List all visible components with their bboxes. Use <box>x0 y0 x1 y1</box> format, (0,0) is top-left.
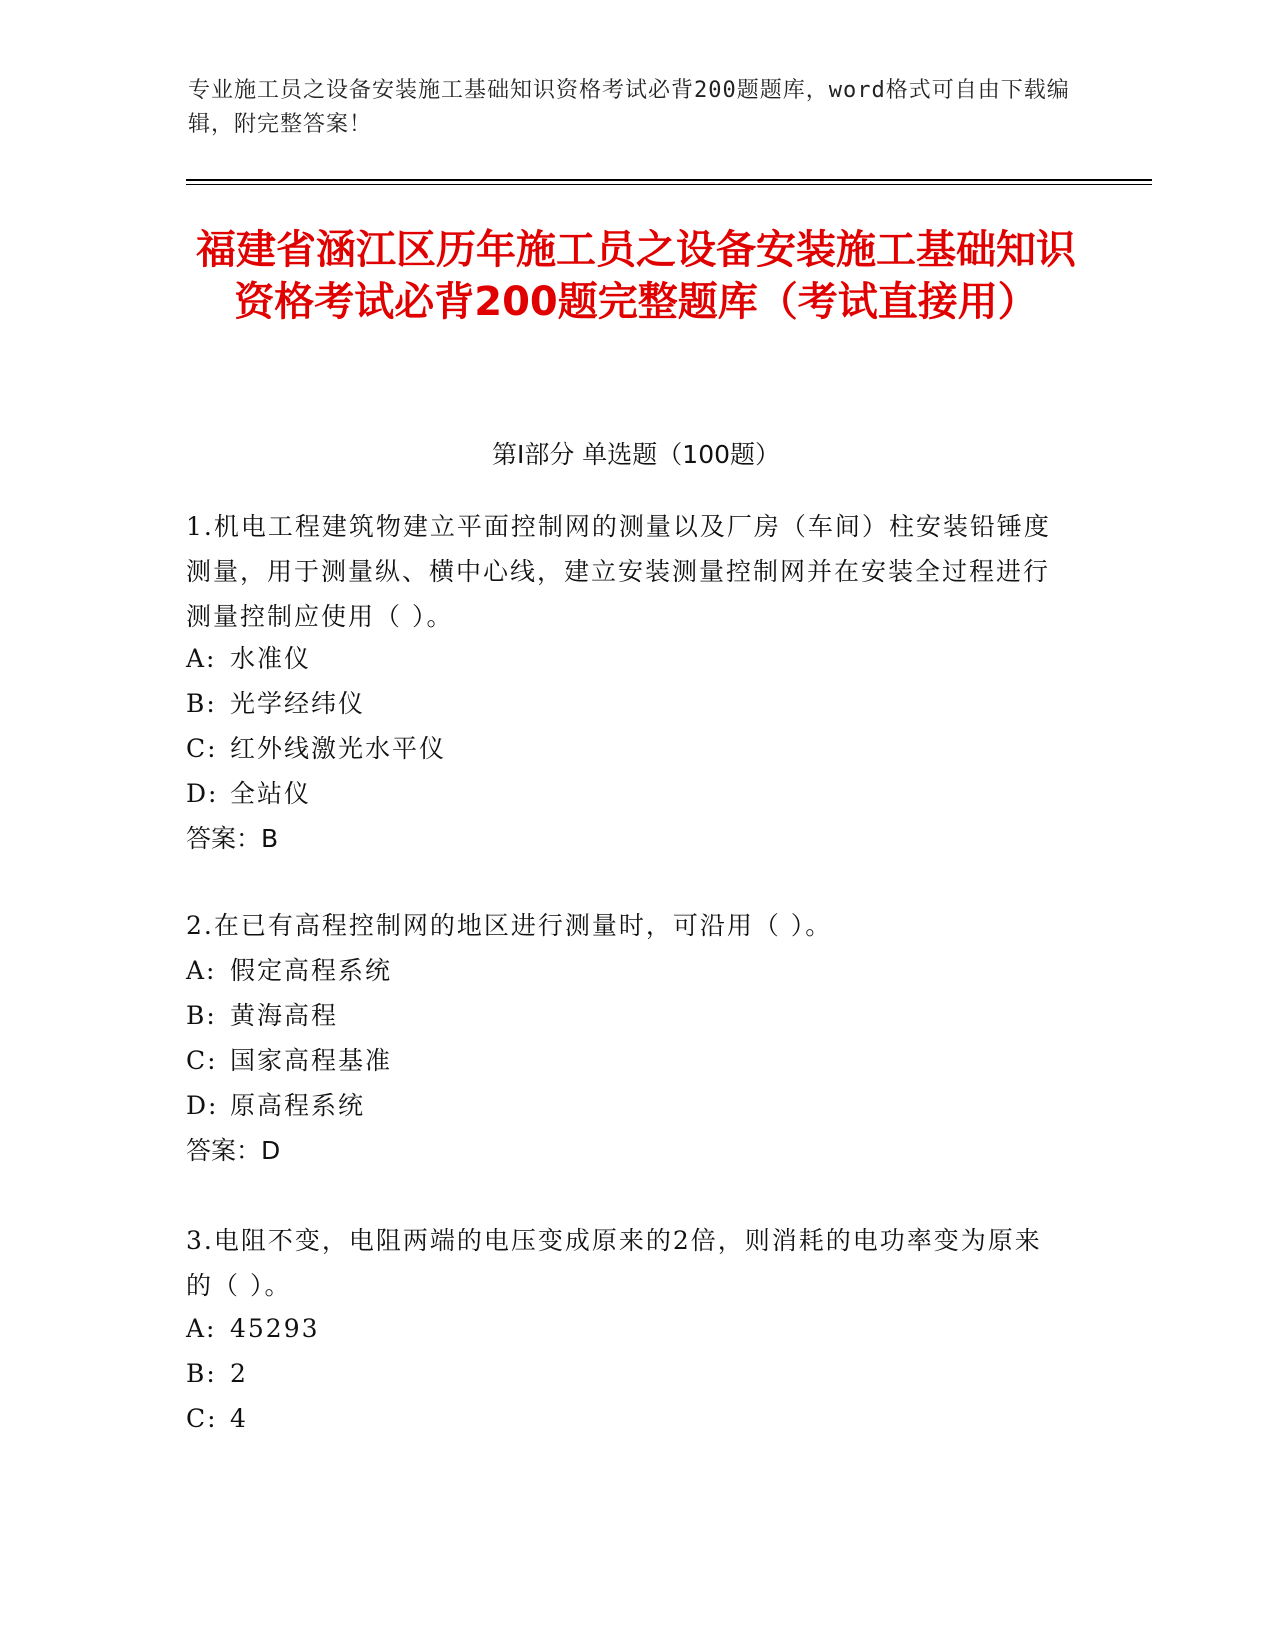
option-text: 45293 <box>230 1314 320 1343</box>
option-key: D: <box>186 1091 219 1120</box>
option-key: C: <box>186 1046 218 1075</box>
option-text: 黄海高程 <box>230 1001 339 1030</box>
option-key: C: <box>186 734 218 763</box>
option-key: D: <box>186 779 219 808</box>
question-2-answer: 答案：D <box>186 1136 281 1165</box>
question-2-option-a <box>186 948 1056 993</box>
question-2-option-c <box>186 1038 1056 1083</box>
header-divider-thin <box>186 184 1152 185</box>
question-1-option-c <box>186 726 1056 771</box>
option-text: 水准仪 <box>230 644 312 673</box>
question-3-stem: 3.电阻不变，电阻两端的电压变成原来的2倍，则消耗的电功率变为原来的（ ）。 <box>186 1226 1042 1300</box>
option-key: A: <box>186 1314 217 1343</box>
option-text: 4 <box>230 1404 248 1433</box>
option-text: 全站仪 <box>230 779 312 808</box>
option-text: 红外线激光水平仪 <box>230 734 447 763</box>
option-key: B: <box>186 1359 217 1388</box>
option-key: C: <box>186 1404 218 1433</box>
question-2-option-d <box>186 1083 1056 1128</box>
question-1-option-d <box>186 771 1056 816</box>
section-heading: 第I部分 单选题（100题） <box>491 440 781 469</box>
header-divider-thick <box>186 179 1152 181</box>
question-1-option-a <box>186 636 1056 681</box>
option-text: 2 <box>230 1359 248 1388</box>
option-key: B: <box>186 1001 217 1030</box>
question-2-option-b <box>186 993 1056 1038</box>
header-note: 专业施工员之设备安装施工基础知识资格考试必背200题题库，word格式可自由下载编辑，附完整答案！ <box>188 78 1070 137</box>
question-1-stem: 1.机电工程建筑物建立平面控制网的测量以及厂房（车间）柱安装铅锤度测量，用于测量纵、横中心线，建立安装测量控制网并在安装全过程进行测量控制应使用（ ）。 <box>186 512 1051 631</box>
question-3-option-c <box>186 1396 1056 1441</box>
option-text: 原高程系统 <box>230 1091 366 1120</box>
document-title: 福建省涵江区历年施工员之设备安装施工基础知识资格考试必背200题完整题库（考试直接用） <box>196 227 1076 325</box>
option-text: 假定高程系统 <box>230 956 393 985</box>
question-1-option-b <box>186 681 1056 726</box>
option-key: B: <box>186 689 217 718</box>
question-2-stem: 2.在已有高程控制网的地区进行测量时，可沿用（ ）。 <box>186 911 833 940</box>
option-text: 国家高程基准 <box>230 1046 393 1075</box>
option-text: 光学经纬仪 <box>230 689 366 718</box>
question-1-answer: 答案：B <box>186 824 279 853</box>
option-key: A: <box>186 956 217 985</box>
question-3-option-b <box>186 1351 1056 1396</box>
question-3-option-a <box>186 1306 1056 1351</box>
option-key: A: <box>186 644 217 673</box>
